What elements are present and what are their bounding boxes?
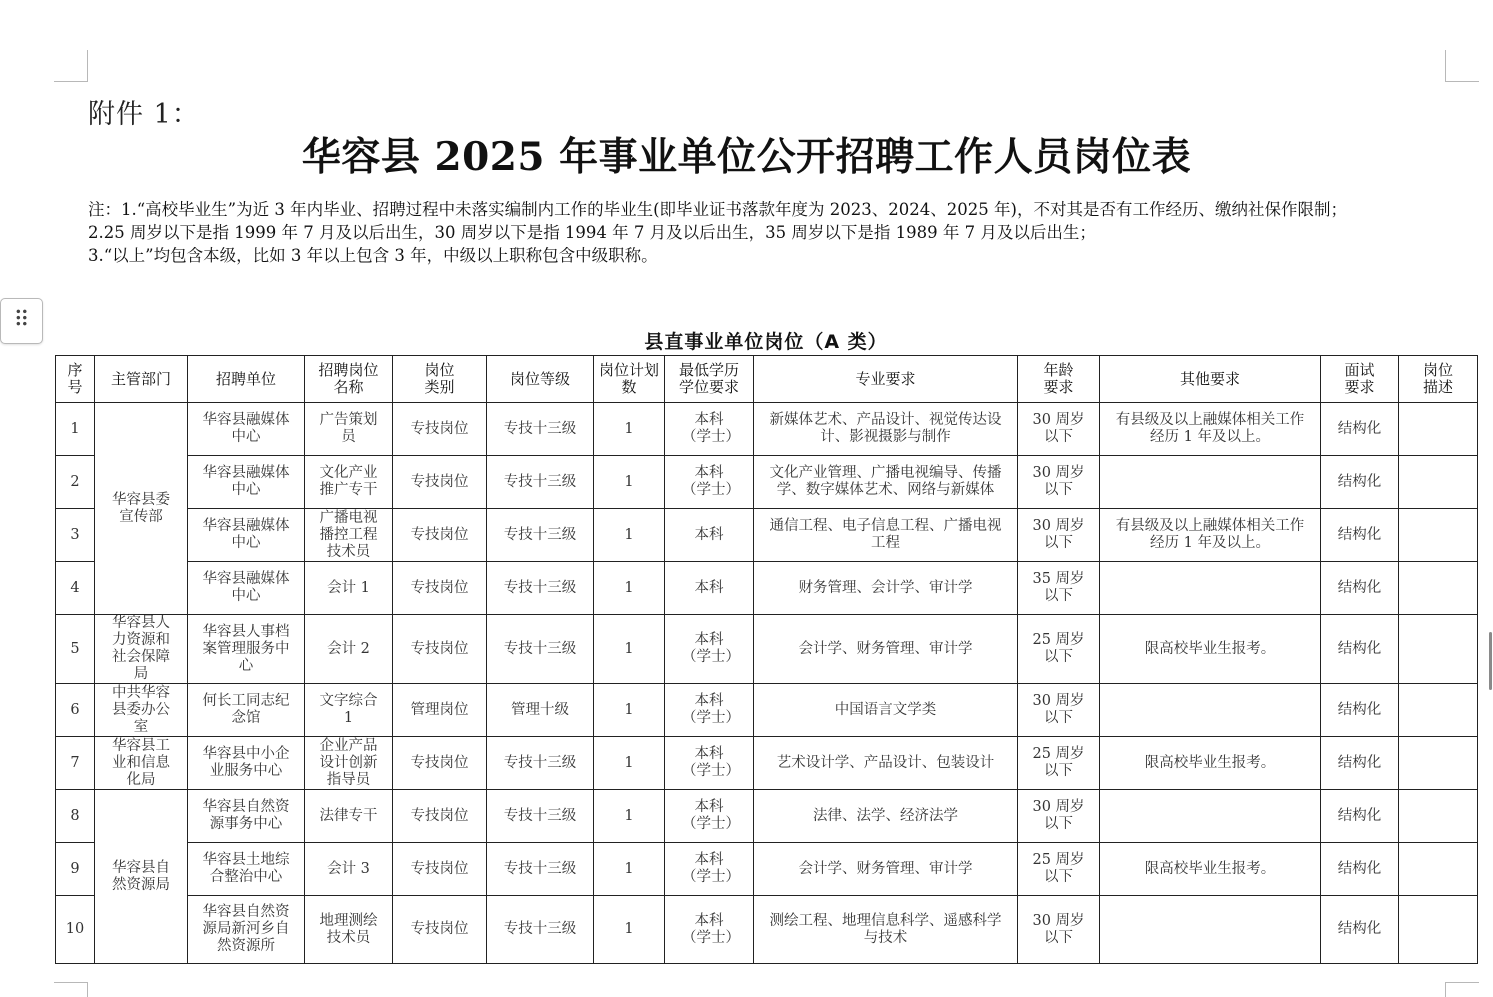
cell-major: 艺术设计学、产品设计、包装设计 bbox=[754, 737, 1018, 790]
crop-mark-bottom-left-vertical bbox=[87, 982, 88, 997]
cell-interview: 结构化 bbox=[1321, 896, 1399, 964]
cell-count: 1 bbox=[594, 509, 665, 562]
cell-category: 专技岗位 bbox=[393, 562, 487, 615]
positions-table bbox=[55, 355, 1478, 964]
cell-major: 中国语言文学类 bbox=[754, 684, 1018, 737]
cell-desc bbox=[1399, 684, 1478, 737]
cell-no: 8 bbox=[56, 790, 95, 843]
cell-other: 有县级及以上融媒体相关工作经历 1 年及以上。 bbox=[1100, 509, 1321, 562]
cell-level: 专技十三级 bbox=[487, 896, 594, 964]
cell-other: 限高校毕业生报考。 bbox=[1100, 843, 1321, 896]
crop-mark-bottom-right-horizontal bbox=[1445, 982, 1479, 983]
cell-interview: 结构化 bbox=[1321, 456, 1399, 509]
cell-post: 广播电视播控工程技术员 bbox=[305, 509, 393, 562]
cell-other: 有县级及以上融媒体相关工作经历 1 年及以上。 bbox=[1100, 403, 1321, 456]
header-major: 专业要求 bbox=[754, 356, 1018, 403]
crop-mark-top-right-horizontal bbox=[1445, 81, 1479, 82]
cell-count: 1 bbox=[594, 562, 665, 615]
cell-desc bbox=[1399, 615, 1478, 684]
cell-category: 专技岗位 bbox=[393, 615, 487, 684]
cell-no: 3 bbox=[56, 509, 95, 562]
cell-no: 9 bbox=[56, 843, 95, 896]
cell-category: 管理岗位 bbox=[393, 684, 487, 737]
cell-desc bbox=[1399, 562, 1478, 615]
cell-post: 文字综合 1 bbox=[305, 684, 393, 737]
header-age: 年龄要求 bbox=[1018, 356, 1100, 403]
table-row bbox=[56, 737, 1478, 790]
cell-edu: 本科 bbox=[665, 562, 754, 615]
attachment-label: 附件 1： bbox=[88, 99, 200, 130]
cell-interview: 结构化 bbox=[1321, 509, 1399, 562]
cell-edu: 本科（学士） bbox=[665, 737, 754, 790]
cell-post: 企业产品设计创新指导员 bbox=[305, 737, 393, 790]
cell-major: 新媒体艺术、产品设计、视觉传达设计、影视摄影与制作 bbox=[754, 403, 1018, 456]
cell-no: 7 bbox=[56, 737, 95, 790]
cell-category: 专技岗位 bbox=[393, 509, 487, 562]
cell-edu: 本科（学士） bbox=[665, 896, 754, 964]
cell-dept: 华容县委宣传部 bbox=[95, 403, 188, 615]
table-drag-handle[interactable] bbox=[0, 298, 43, 344]
cell-post: 广告策划员 bbox=[305, 403, 393, 456]
table-row bbox=[56, 456, 1478, 509]
cell-interview: 结构化 bbox=[1321, 737, 1399, 790]
cell-category: 专技岗位 bbox=[393, 843, 487, 896]
cell-interview: 结构化 bbox=[1321, 562, 1399, 615]
cell-count: 1 bbox=[594, 615, 665, 684]
cell-age: 25 周岁以下 bbox=[1018, 737, 1100, 790]
cell-post: 会计 3 bbox=[305, 843, 393, 896]
cell-level: 专技十三级 bbox=[487, 562, 594, 615]
cell-post: 文化产业推广专干 bbox=[305, 456, 393, 509]
header-unit: 招聘单位 bbox=[188, 356, 305, 403]
header-edu: 最低学历学位要求 bbox=[665, 356, 754, 403]
cell-no: 5 bbox=[56, 615, 95, 684]
header-level: 岗位等级 bbox=[487, 356, 594, 403]
header-dept: 主管部门 bbox=[95, 356, 188, 403]
cell-edu: 本科（学士） bbox=[665, 615, 754, 684]
cell-category: 专技岗位 bbox=[393, 896, 487, 964]
cell-level: 管理十级 bbox=[487, 684, 594, 737]
cell-level: 专技十三级 bbox=[487, 615, 594, 684]
cell-age: 30 周岁以下 bbox=[1018, 790, 1100, 843]
cell-post: 会计 2 bbox=[305, 615, 393, 684]
header-other: 其他要求 bbox=[1100, 356, 1321, 403]
cell-interview: 结构化 bbox=[1321, 843, 1399, 896]
cell-major: 会计学、财务管理、审计学 bbox=[754, 615, 1018, 684]
cell-unit: 华容县中小企业服务中心 bbox=[188, 737, 305, 790]
cell-desc bbox=[1399, 843, 1478, 896]
cell-other bbox=[1100, 456, 1321, 509]
cell-major: 法律、法学、经济法学 bbox=[754, 790, 1018, 843]
cell-interview: 结构化 bbox=[1321, 790, 1399, 843]
scrollbar-thumb[interactable] bbox=[1489, 632, 1492, 690]
cell-unit: 华容县土地综合整治中心 bbox=[188, 843, 305, 896]
cell-edu: 本科（学士） bbox=[665, 790, 754, 843]
cell-unit: 华容县自然资源事务中心 bbox=[188, 790, 305, 843]
cell-edu: 本科（学士） bbox=[665, 843, 754, 896]
cell-other bbox=[1100, 790, 1321, 843]
cell-age: 35 周岁以下 bbox=[1018, 562, 1100, 615]
cell-category: 专技岗位 bbox=[393, 403, 487, 456]
cell-count: 1 bbox=[594, 403, 665, 456]
cell-edu: 本科（学士） bbox=[665, 684, 754, 737]
drag-grip-icon: ⠿ bbox=[13, 308, 30, 333]
cell-unit: 华容县人事档案管理服务中心 bbox=[188, 615, 305, 684]
cell-desc bbox=[1399, 896, 1478, 964]
cell-edu: 本科（学士） bbox=[665, 403, 754, 456]
cell-category: 专技岗位 bbox=[393, 456, 487, 509]
cell-edu: 本科 bbox=[665, 509, 754, 562]
cell-count: 1 bbox=[594, 456, 665, 509]
header-count: 岗位计划数 bbox=[594, 356, 665, 403]
cell-age: 30 周岁以下 bbox=[1018, 896, 1100, 964]
crop-mark-top-left-vertical bbox=[87, 50, 88, 81]
header-interview: 面试要求 bbox=[1321, 356, 1399, 403]
cell-other: 限高校毕业生报考。 bbox=[1100, 615, 1321, 684]
cell-age: 30 周岁以下 bbox=[1018, 509, 1100, 562]
cell-unit: 华容县自然资源局新河乡自然资源所 bbox=[188, 896, 305, 964]
cell-desc bbox=[1399, 737, 1478, 790]
cell-category: 专技岗位 bbox=[393, 790, 487, 843]
cell-count: 1 bbox=[594, 896, 665, 964]
cell-post: 法律专干 bbox=[305, 790, 393, 843]
cell-age: 25 周岁以下 bbox=[1018, 615, 1100, 684]
table-header-row bbox=[56, 356, 1478, 403]
cell-level: 专技十三级 bbox=[487, 790, 594, 843]
cell-interview: 结构化 bbox=[1321, 615, 1399, 684]
note-3: 3.“以上”均包含本级，比如 3 年以上包含 3 年，中级以上职称包含中级职称。 bbox=[88, 246, 658, 265]
cell-age: 30 周岁以下 bbox=[1018, 456, 1100, 509]
header-desc: 岗位描述 bbox=[1399, 356, 1478, 403]
header-category: 岗位类别 bbox=[393, 356, 487, 403]
cell-age: 30 周岁以下 bbox=[1018, 403, 1100, 456]
cell-count: 1 bbox=[594, 737, 665, 790]
note-1: 注：1.“高校毕业生”为近 3 年内毕业、招聘过程中未落实编制内工作的毕业生(即毕业证书落款年度为 2023、2024、2025 年)，不对其是否有工作经历、缴纳社保作限制； bbox=[88, 200, 1347, 219]
cell-unit: 华容县融媒体中心 bbox=[188, 403, 305, 456]
cell-other bbox=[1100, 684, 1321, 737]
cell-dept: 华容县自然资源局 bbox=[95, 790, 188, 964]
cell-unit: 何长工同志纪念馆 bbox=[188, 684, 305, 737]
cell-unit: 华容县融媒体中心 bbox=[188, 509, 305, 562]
cell-dept: 华容县工业和信息化局 bbox=[95, 737, 188, 790]
cell-major: 财务管理、会计学、审计学 bbox=[754, 562, 1018, 615]
cell-no: 2 bbox=[56, 456, 95, 509]
cell-no: 10 bbox=[56, 896, 95, 964]
header-no: 序号 bbox=[56, 356, 95, 403]
cell-interview: 结构化 bbox=[1321, 684, 1399, 737]
cell-unit: 华容县融媒体中心 bbox=[188, 456, 305, 509]
cell-major: 文化产业管理、广播电视编导、传播学、数字媒体艺术、网络与新媒体 bbox=[754, 456, 1018, 509]
table-row bbox=[56, 684, 1478, 737]
cell-unit: 华容县融媒体中心 bbox=[188, 562, 305, 615]
cell-level: 专技十三级 bbox=[487, 509, 594, 562]
table-row bbox=[56, 615, 1478, 684]
cell-category: 专技岗位 bbox=[393, 737, 487, 790]
cell-age: 25 周岁以下 bbox=[1018, 843, 1100, 896]
cell-level: 专技十三级 bbox=[487, 403, 594, 456]
crop-mark-top-left-horizontal bbox=[54, 81, 88, 82]
cell-no: 6 bbox=[56, 684, 95, 737]
table-row bbox=[56, 403, 1478, 456]
table-title: 县直事业单位岗位（A 类） bbox=[644, 331, 888, 353]
cell-desc bbox=[1399, 456, 1478, 509]
table-row bbox=[56, 896, 1478, 964]
cell-major: 通信工程、电子信息工程、广播电视工程 bbox=[754, 509, 1018, 562]
crop-mark-top-right-vertical bbox=[1445, 50, 1446, 81]
table-row bbox=[56, 790, 1478, 843]
cell-level: 专技十三级 bbox=[487, 737, 594, 790]
cell-no: 4 bbox=[56, 562, 95, 615]
cell-count: 1 bbox=[594, 843, 665, 896]
table-row bbox=[56, 509, 1478, 562]
cell-age: 30 周岁以下 bbox=[1018, 684, 1100, 737]
table-row bbox=[56, 562, 1478, 615]
cell-level: 专技十三级 bbox=[487, 456, 594, 509]
crop-mark-bottom-right-vertical bbox=[1445, 982, 1446, 997]
cell-post: 会计 1 bbox=[305, 562, 393, 615]
cell-major: 会计学、财务管理、审计学 bbox=[754, 843, 1018, 896]
cell-other: 限高校毕业生报考。 bbox=[1100, 737, 1321, 790]
cell-desc bbox=[1399, 403, 1478, 456]
table-row bbox=[56, 843, 1478, 896]
crop-mark-bottom-left-horizontal bbox=[54, 982, 88, 983]
cell-dept: 华容县人力资源和社会保障局 bbox=[95, 615, 188, 684]
cell-desc bbox=[1399, 790, 1478, 843]
cell-level: 专技十三级 bbox=[487, 843, 594, 896]
cell-other bbox=[1100, 562, 1321, 615]
cell-other bbox=[1100, 896, 1321, 964]
note-2: 2.25 周岁以下是指 1999 年 7 月及以后出生，30 周岁以下是指 1994 年 7 月及以后出生，35 周岁以下是指 1989 年 7 月及以后出生； bbox=[88, 223, 1096, 242]
cell-dept: 中共华容县委办公室 bbox=[95, 684, 188, 737]
cell-count: 1 bbox=[594, 684, 665, 737]
cell-count: 1 bbox=[594, 790, 665, 843]
cell-desc bbox=[1399, 509, 1478, 562]
cell-post: 地理测绘技术员 bbox=[305, 896, 393, 964]
page-title: 华容县 2025 年事业单位公开招聘工作人员岗位表 bbox=[301, 134, 1192, 180]
cell-interview: 结构化 bbox=[1321, 403, 1399, 456]
cell-no: 1 bbox=[56, 403, 95, 456]
header-post: 招聘岗位名称 bbox=[305, 356, 393, 403]
cell-major: 测绘工程、地理信息科学、遥感科学与技术 bbox=[754, 896, 1018, 964]
cell-edu: 本科（学士） bbox=[665, 456, 754, 509]
notes-block bbox=[88, 198, 1463, 267]
